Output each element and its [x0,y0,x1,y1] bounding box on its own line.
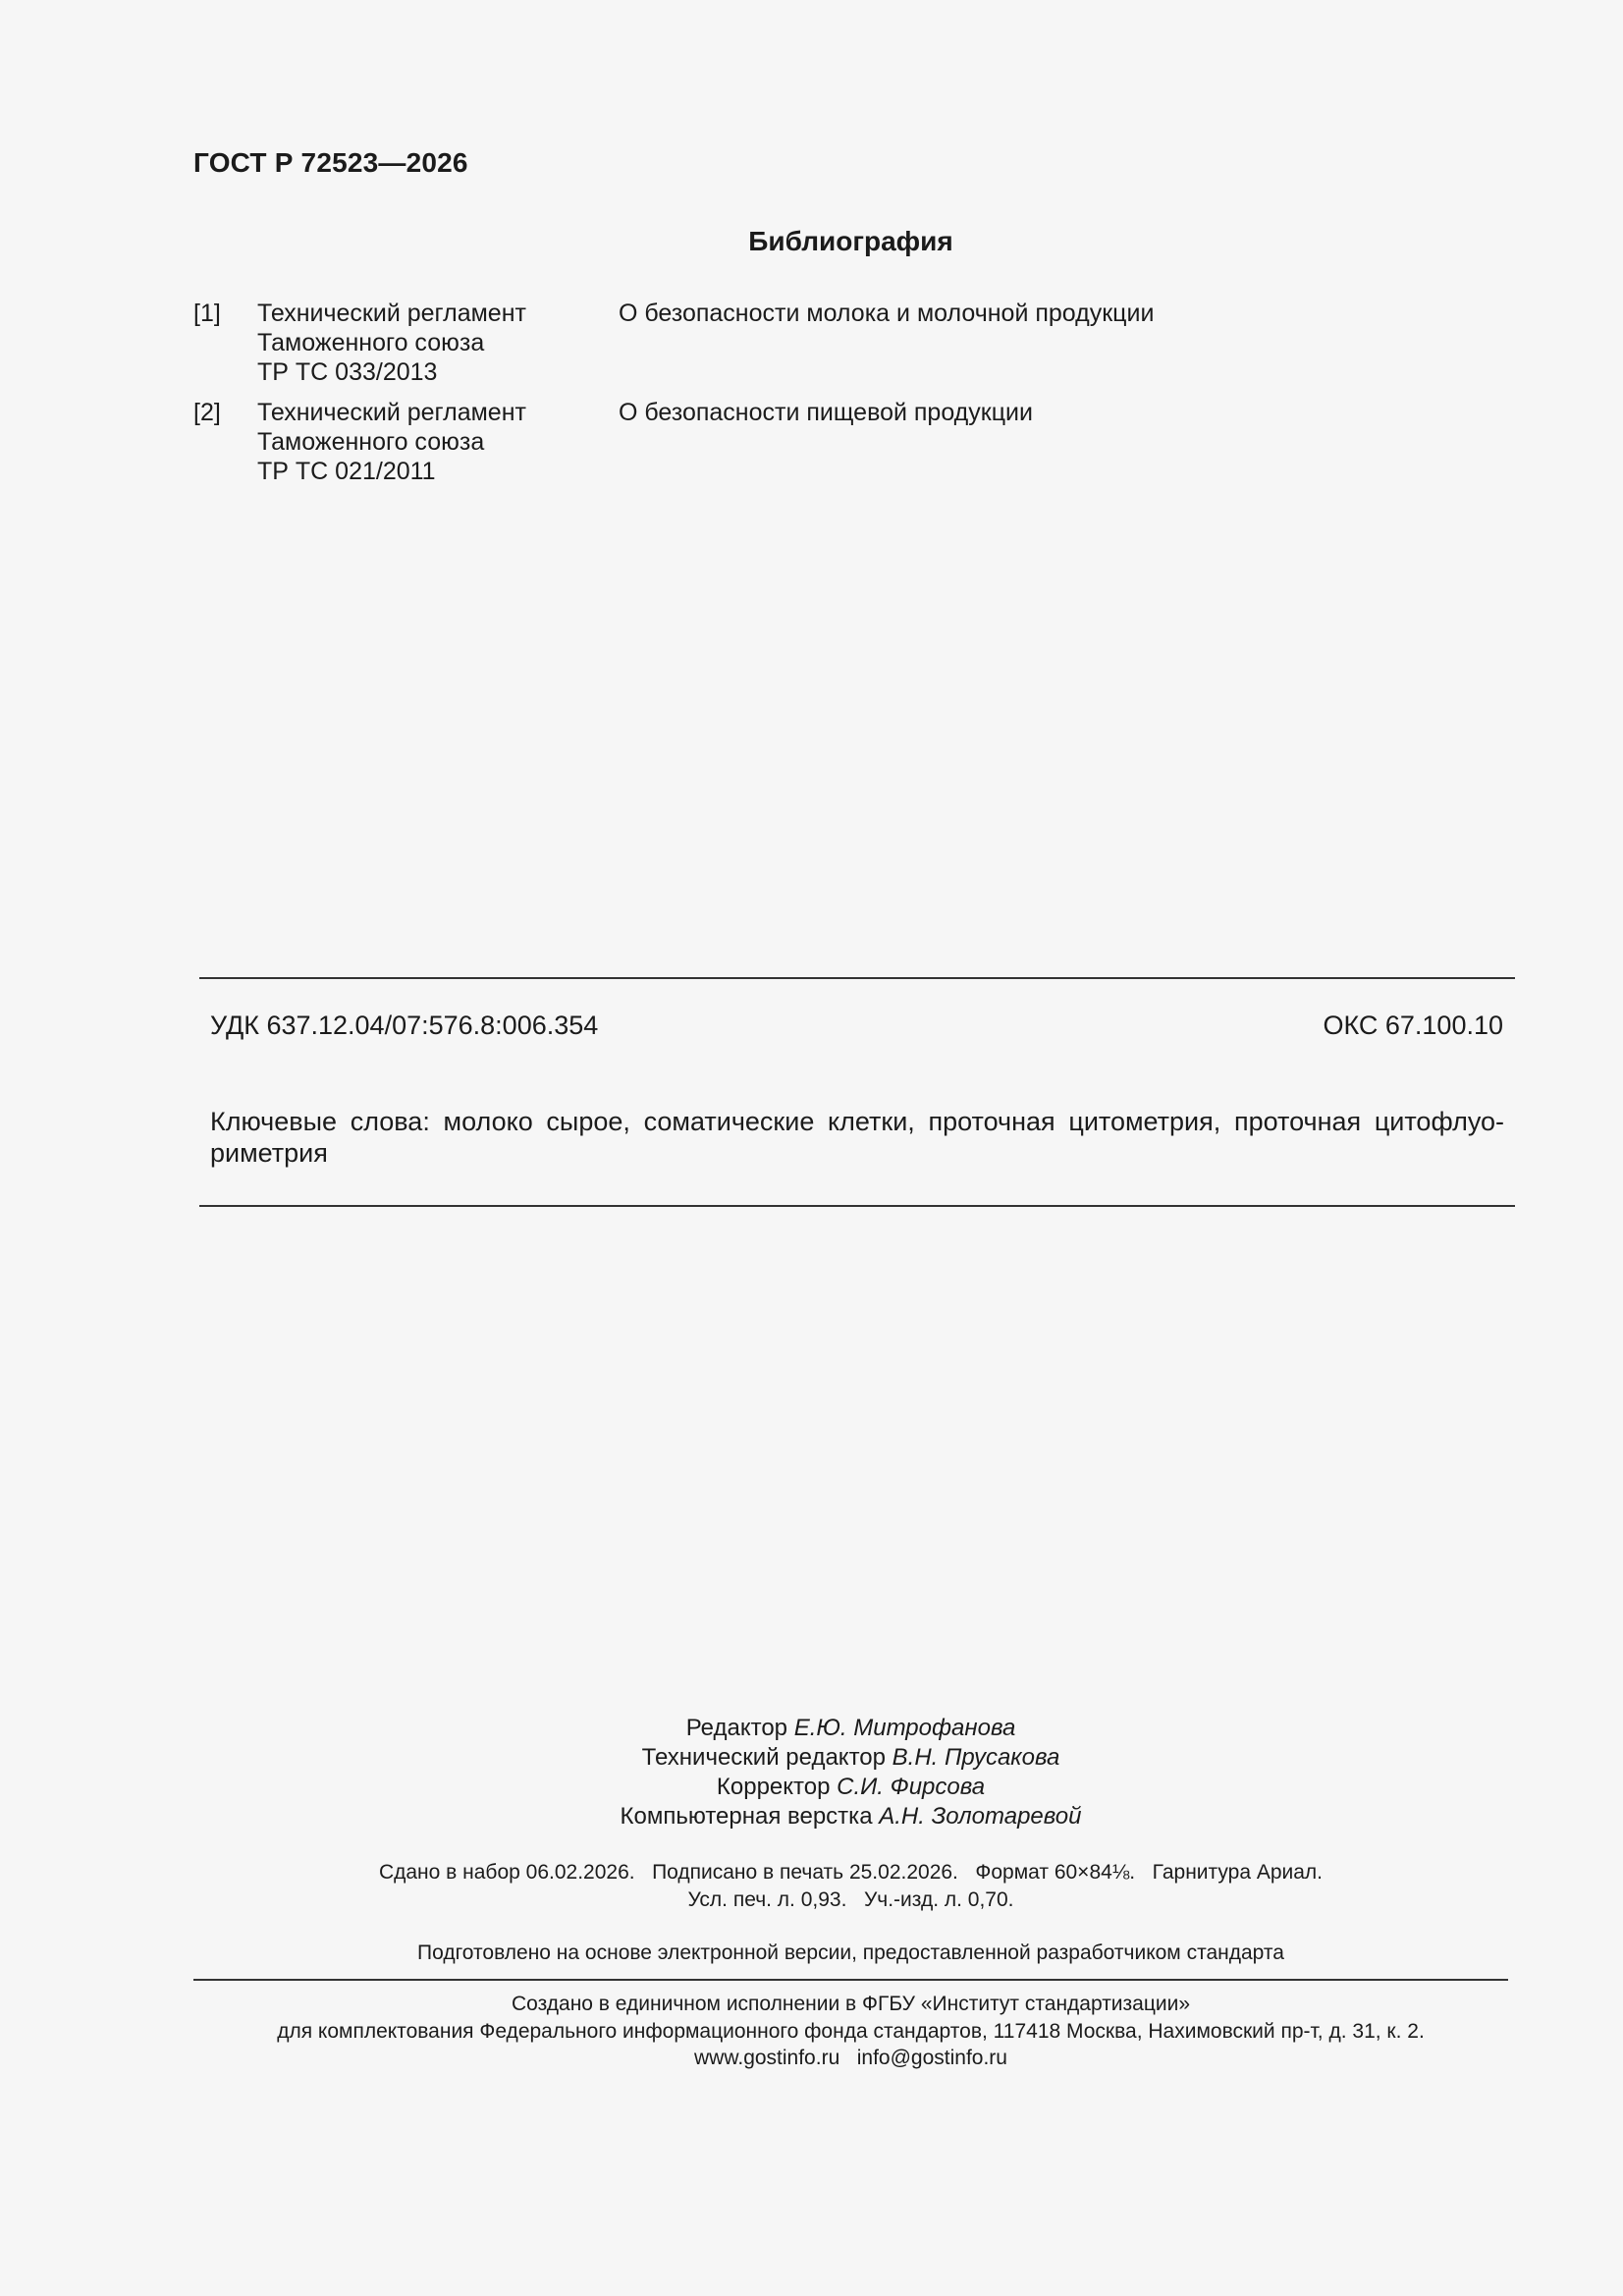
footer-line: Создано в единичном исполнении в ФГБУ «Институт стандартизации» [511,1993,1191,2015]
ref-source [257,398,526,486]
document-code: ГОСТ Р 72523—2026 [193,147,468,178]
ref-source-line: Технический регламент [257,399,526,426]
ref-source-line: Технический регламент [257,300,526,327]
ref-title: О безопасности молока и молочной продукции [619,300,1155,327]
footer-line: для комплектования Федерального информационного фонда стандартов, 117418 Москва, Нахимовский пр-т, д. 31, к. 2. [277,2020,1425,2043]
divider [199,977,1515,979]
ref-source-line: Таможенного союза [257,428,485,456]
divider [199,1205,1515,1207]
udk-code: УДК 637.12.04/07:576.8:006.354 [210,1011,599,1040]
credit-layout: Компьютерная верстка А.Н. Золотаревой [620,1803,1082,1830]
ref-source [257,299,526,387]
credits-block [0,1714,1623,1831]
ref-number: [1] [193,300,221,327]
ref-source-line: ТР ТС 021/2011 [257,458,436,485]
print-info-line: Сдано в набор 06.02.2026. Подписано в печать 25.02.2026. Формат 60×84⅛. Гарнитура Ариал. [378,1861,1324,1884]
ref-source-line: Таможенного союза [257,329,485,356]
oks-code: ОКС 67.100.10 [1323,1011,1503,1040]
bibliography-title: Библиография [748,226,953,256]
credit-editor: Редактор Е.Ю. Митрофанова [685,1715,1016,1741]
credit-tech-editor: Технический редактор В.Н. Прусакова [641,1744,1060,1771]
keywords: Ключевые слова: молоко сырое, соматические клетки, проточная цитометрия, проточная цитофлуо-риметрия [210,1107,1504,1168]
ref-number: [2] [193,399,221,426]
ref-source-line: ТР ТС 033/2013 [257,358,438,386]
divider [193,1979,1508,1981]
credit-corrector: Корректор С.И. Фирсова [716,1774,986,1800]
ref-title: О безопасности пищевой продукции [619,399,1033,426]
footer-links: www.gostinfo.ru info@gostinfo.ru [694,2047,1007,2069]
prepared-note: Подготовлено на основе электронной версии, предоставленной разработчиком стандарта [417,1941,1284,1964]
print-info-line: Усл. печ. л. 0,93. Уч.-изд. л. 0,70. [687,1888,1014,1911]
